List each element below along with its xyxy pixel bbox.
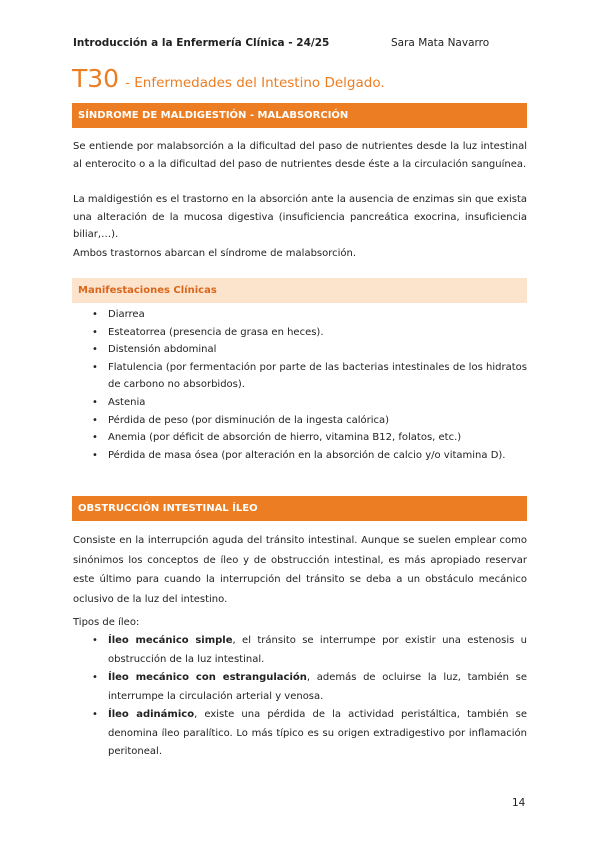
list-item bbox=[92, 706, 527, 762]
page-number: 14 bbox=[512, 797, 526, 809]
list-item: • Flatulencia (por fermentación por parte de las bacterias intestinales de los hidratos de carbono no absorbidos). bbox=[92, 359, 527, 394]
types-intro: Tipos de íleo: bbox=[73, 617, 140, 628]
list-item: • Pérdida de masa ósea (por alteración en la absorción de calcio y/o vitamina D). bbox=[92, 447, 527, 465]
topic-code: T30 bbox=[72, 64, 120, 93]
course-title: Introducción a la Enfermería Clínica - 24/25 bbox=[73, 37, 330, 49]
term: Íleo adinámico bbox=[108, 709, 195, 720]
list-item: • Anemia (por déficit de absorción de hierro, vitamina B12, folatos, etc.) bbox=[92, 429, 527, 447]
paragraph: La maldigestión es el trastorno en la absorción ante la ausencia de enzimas sin que exista una alteración de la mucosa digestiva (insuficiencia pancreática exocrina, insuficiencia biliar,…). bbox=[73, 194, 527, 241]
page-header bbox=[73, 37, 527, 49]
term: Íleo mecánico simple bbox=[108, 635, 233, 646]
term: Íleo mecánico con estrangulación bbox=[108, 672, 307, 683]
section-heading-malabsorcion: SÍNDROME DE MALDIGESTIÓN - MALABSORCIÓN bbox=[72, 103, 527, 128]
paragraph: Se entiende por malabsorción a la dificultad del paso de nutrientes desde la luz intestinal al enterocito o a la dificultad del paso de nutrientes desde éste a la circulación sanguínea. bbox=[73, 141, 527, 170]
term-description: , además de ocluirse la luz, también se interrumpe la circulación arterial y venosa. bbox=[108, 672, 528, 702]
term-description: , el tránsito se interrumpe por existir una estenosis u obstrucción de la luz intestinal. bbox=[108, 635, 527, 665]
manifestaciones-list bbox=[92, 306, 527, 464]
ileo-types-list bbox=[92, 632, 527, 762]
list-item: • Distensión abdominal bbox=[92, 341, 527, 359]
list-item bbox=[92, 632, 527, 669]
section-heading-obstruccion: OBSTRUCCIÓN INTESTINAL ÍLEO bbox=[72, 496, 527, 521]
list-item: • Pérdida de peso (por disminución de la ingesta calórica) bbox=[92, 412, 527, 430]
list-item: • Astenia bbox=[92, 394, 527, 412]
paragraph: Consiste en la interrupción aguda del tránsito intestinal. Aunque se suelen emplear como sinónimos los conceptos de íleo y de obstrucción intestinal, es más apropiado reservar este último para cuando la interrupción del tránsito se deba a un obstáculo mecánico oclusivo de la luz del intestino. bbox=[73, 535, 527, 605]
list-item: • Diarrea bbox=[92, 306, 527, 324]
topic-title bbox=[72, 64, 385, 93]
list-item: • Esteatorrea (presencia de grasa en heces). bbox=[92, 324, 527, 342]
paragraph: Ambos trastornos abarcan el síndrome de malabsorción. bbox=[73, 248, 357, 259]
topic-name: - Enfermedades del Intestino Delgado. bbox=[125, 75, 385, 91]
term-description: , existe una pérdida de la actividad peristáltica, también se denomina íleo paralítico. Lo más típico es su origen extradigestivo por inflamación peritoneal. bbox=[108, 709, 527, 757]
author-name: Sara Mata Navarro bbox=[391, 37, 490, 49]
subsection-heading-manifestaciones: Manifestaciones Clínicas bbox=[72, 278, 527, 303]
list-item bbox=[92, 669, 527, 706]
